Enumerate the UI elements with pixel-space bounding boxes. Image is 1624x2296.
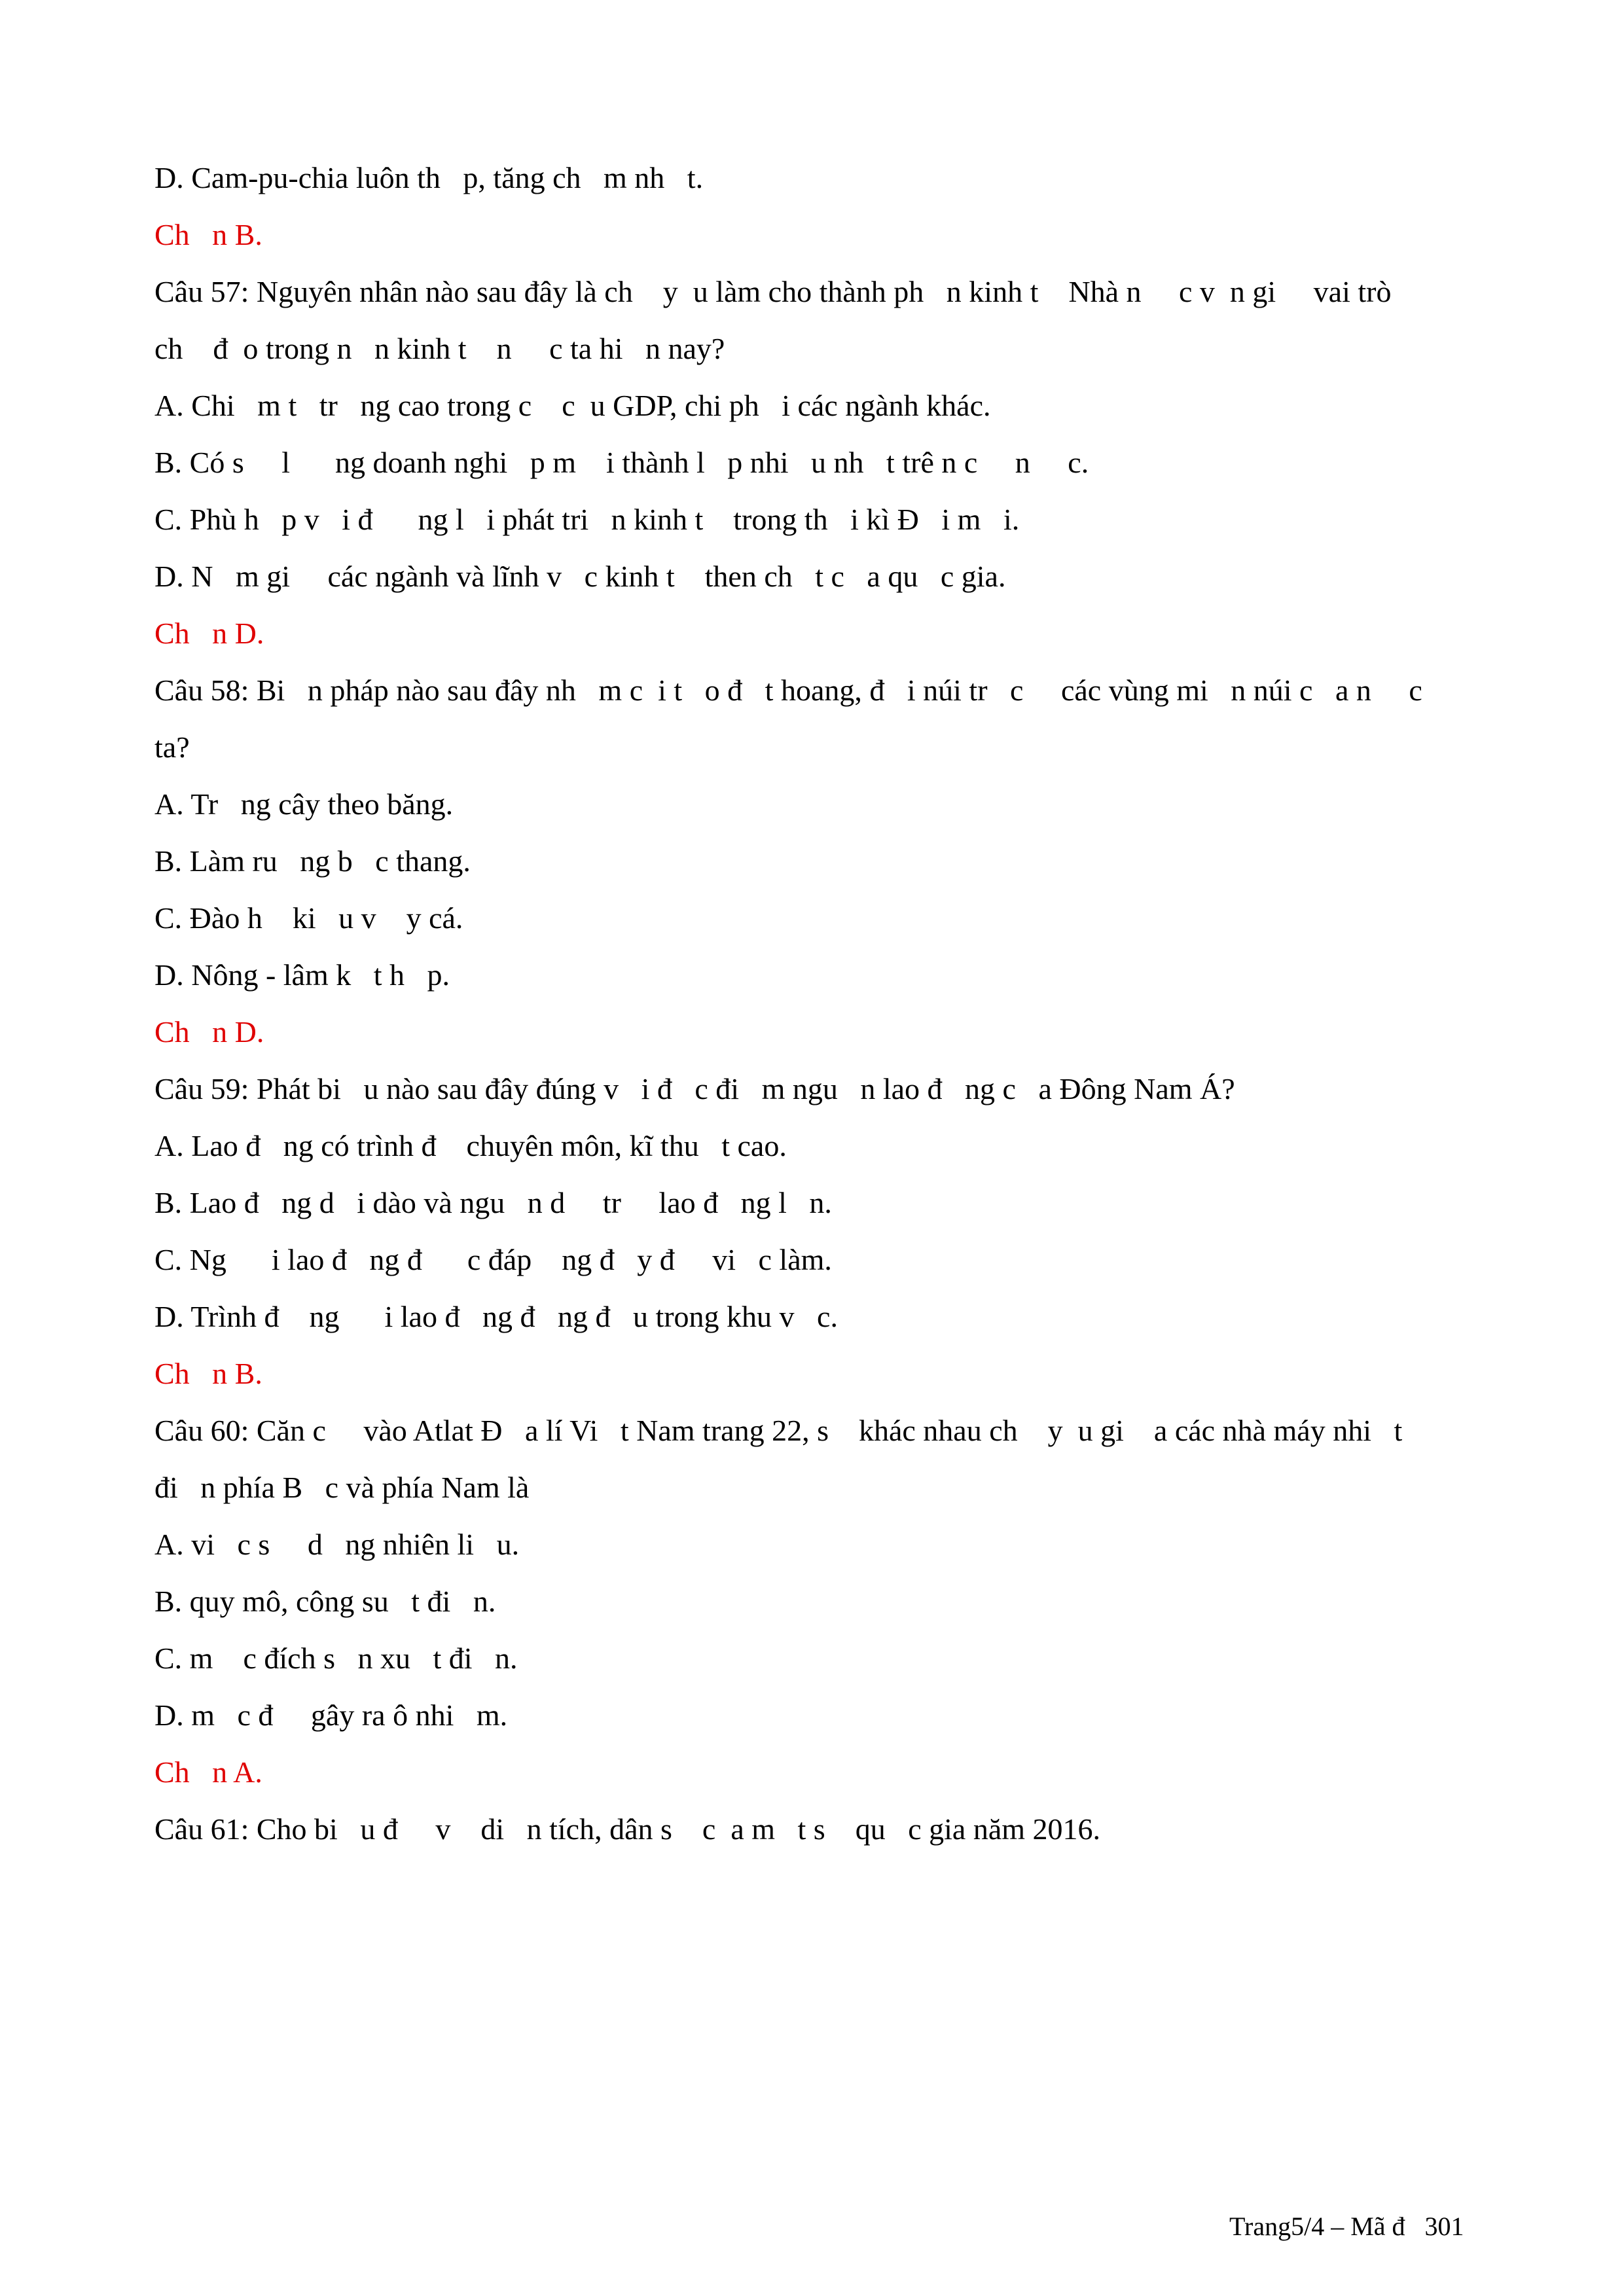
option-line: B. quy mô, công su t đi n.	[154, 1585, 496, 1618]
option-line: D. Nông - lâm k t h p.	[154, 958, 450, 992]
option-line: B. Làm ru ng b c thang.	[154, 844, 471, 878]
question-58-line-1: Câu 58: Bi n pháp nào sau đây nh m c i t o đ t hoang, đ i núi tr c các vùng mi n núi c a n c	[154, 673, 1422, 707]
option-line: B. Lao đ ng d i dào và ngu n d tr lao đ ng l n.	[154, 1186, 832, 1219]
question-59-line: Câu 59: Phát bi u nào sau đây đúng v i đ c đi m ngu n lao đ ng c a Đông Nam Á?	[154, 1072, 1235, 1105]
answer-line: Ch n D.	[154, 617, 264, 650]
answer-line: Ch n B.	[154, 1357, 262, 1390]
option-line: A. vi c s d ng nhiên li u.	[154, 1528, 520, 1561]
question-60-line-2: đi n phía B c và phía Nam là	[154, 1471, 530, 1504]
question-57-line-1: Câu 57: Nguyên nhân nào sau đây là ch y u làm cho thành ph n kinh t Nhà n c v n gi vai trò	[154, 275, 1392, 308]
question-60-line-1: Câu 60: Căn c vào Atlat Đ a lí Vi t Nam trang 22, s khác nhau ch y u gi a các nhà máy nhi t	[154, 1414, 1403, 1447]
option-line: B. Có s l ng doanh nghi p m i thành l p nhi u nh t trê n c n c.	[154, 446, 1089, 479]
option-line: D. Trình đ ng i lao đ ng đ ng đ u trong khu v c.	[154, 1300, 838, 1333]
option-line: C. Ng i lao đ ng đ c đáp ng đ y đ vi c làm.	[154, 1243, 832, 1276]
answer-line: Ch n D.	[154, 1015, 264, 1049]
option-line: A. Chi m t tr ng cao trong c c u GDP, chi ph i các ngành khác.	[154, 389, 991, 422]
option-line: D. N m gi các ngành và lĩnh v c kinh t then ch t c a qu c gia.	[154, 560, 1006, 593]
answer-line: Ch n A.	[154, 1755, 262, 1789]
option-line: C. m c đích s n xu t đi n.	[154, 1641, 518, 1675]
option-line: C. Đào h ki u v y cá.	[154, 901, 463, 935]
option-line: D. Cam-pu-chia luôn th p, tăng ch m nh t.	[154, 161, 704, 194]
page-footer: Trang5/4 – Mã đ 301	[1229, 2212, 1464, 2241]
question-61-line: Câu 61: Cho bi u đ v di n tích, dân s c a m t s qu c gia năm 2016.	[154, 1812, 1101, 1846]
option-line: C. Phù h p v i đ ng l i phát tri n kinh t trong th i kì Đ i m i.	[154, 503, 1020, 536]
option-line: A. Lao đ ng có trình đ chuyên môn, kĩ thu t cao.	[154, 1129, 787, 1162]
question-57-line-2: ch đ o trong n n kinh t n c ta hi n nay?	[154, 332, 725, 365]
option-line: A. Tr ng cây theo băng.	[154, 787, 454, 821]
option-line: D. m c đ gây ra ô nhi m.	[154, 1698, 508, 1732]
question-content	[154, 149, 1483, 1857]
answer-line: Ch n B.	[154, 218, 262, 251]
question-58-line-2: ta?	[154, 730, 190, 764]
